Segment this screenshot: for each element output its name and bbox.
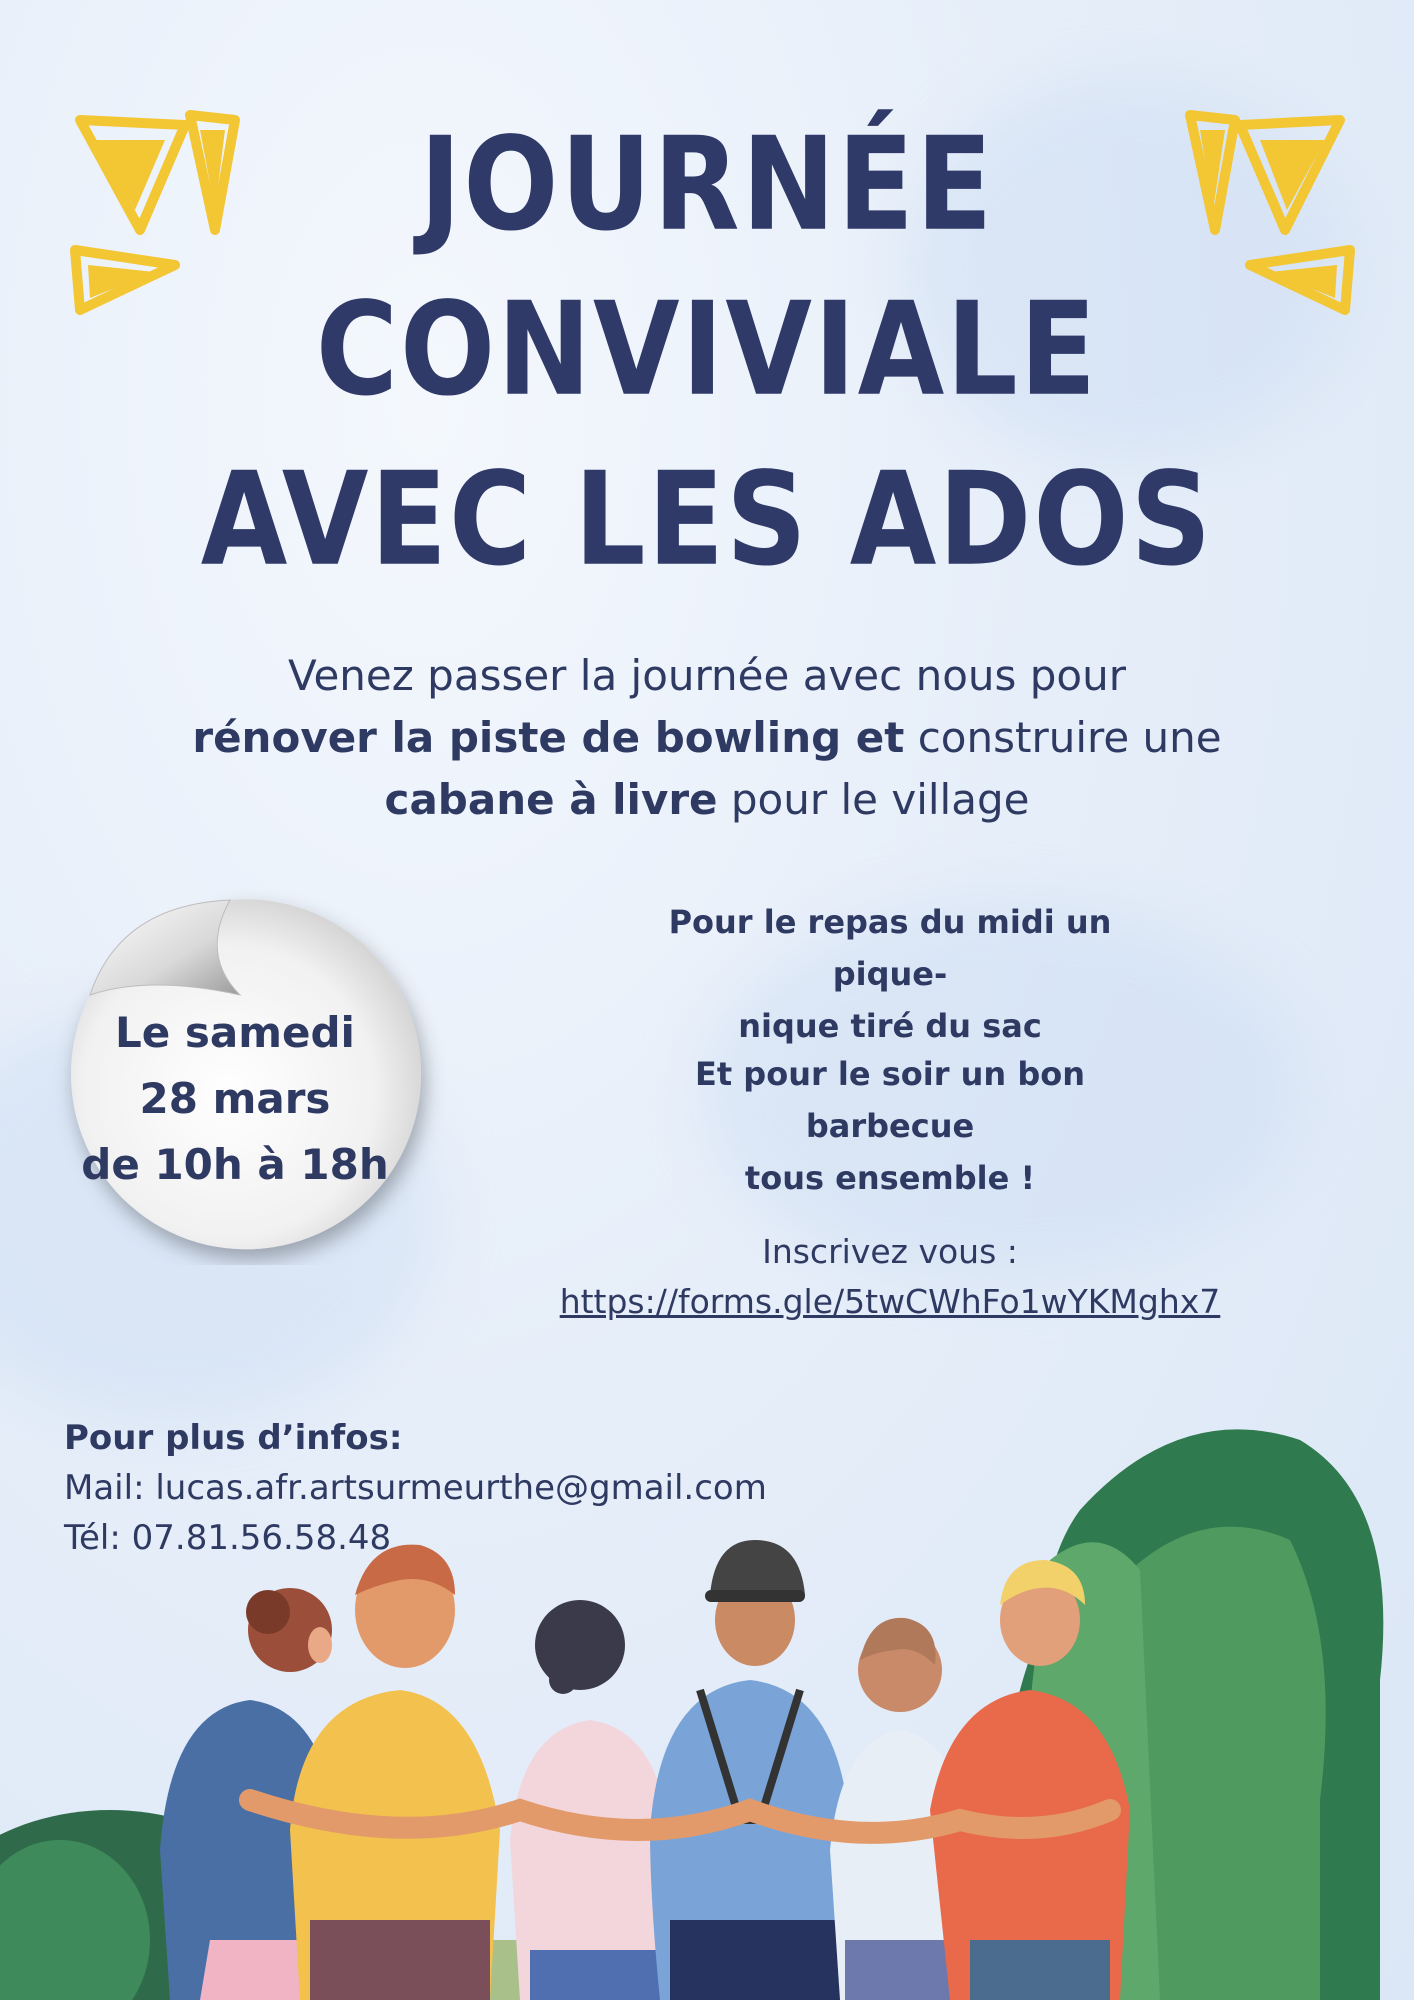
contact-phone[interactable]: Tél: 07.81.56.58.48: [64, 1518, 392, 1558]
intro-text-2: construire une: [904, 713, 1222, 762]
lunch-line-1: Pour le repas du midi un pique-: [668, 903, 1112, 993]
title-line-2: CONVIVIALE: [315, 275, 1099, 425]
evening-info: [630, 1048, 1150, 1204]
intro-line-1: Venez passer la journée avec nous pour: [288, 651, 1126, 700]
lunch-info: [630, 896, 1150, 1052]
date-line-2: 28 mars: [139, 1074, 331, 1123]
evening-line-1: Et pour le soir un bon barbecue: [695, 1055, 1085, 1145]
signup-link[interactable]: https://forms.gle/5twCWhFo1wYKMghx7: [559, 1282, 1221, 1321]
intro-line-2: [0, 707, 1414, 769]
evening-line-2: tous ensemble !: [744, 1159, 1036, 1197]
intro-bold-2: cabane à livre: [384, 775, 718, 824]
person-4: [650, 1540, 850, 2000]
date-line-3: de 10h à 18h: [81, 1140, 389, 1189]
date-line-1: Le samedi: [115, 1008, 355, 1057]
date-sticker-text: [55, 1000, 415, 1198]
title-line-1: JOURNÉE: [419, 110, 995, 260]
intro-bold-1: rénover la piste de bowling et: [192, 713, 905, 762]
person-3: [510, 1600, 670, 2000]
intro-text-3: pour le village: [717, 775, 1030, 824]
contact-mail[interactable]: Mail: lucas.afr.artsurmeurthe@gmail.com: [64, 1468, 767, 1508]
lunch-line-2: nique tiré du sac: [738, 1007, 1042, 1045]
title-line-3: AVEC LES ADOS: [200, 445, 1214, 595]
intro-paragraph: [0, 645, 1414, 831]
intro-line-3: [0, 769, 1414, 831]
signup-label: Inscrivez vous :: [762, 1232, 1018, 1271]
contact-heading: Pour plus d’infos:: [64, 1418, 403, 1458]
